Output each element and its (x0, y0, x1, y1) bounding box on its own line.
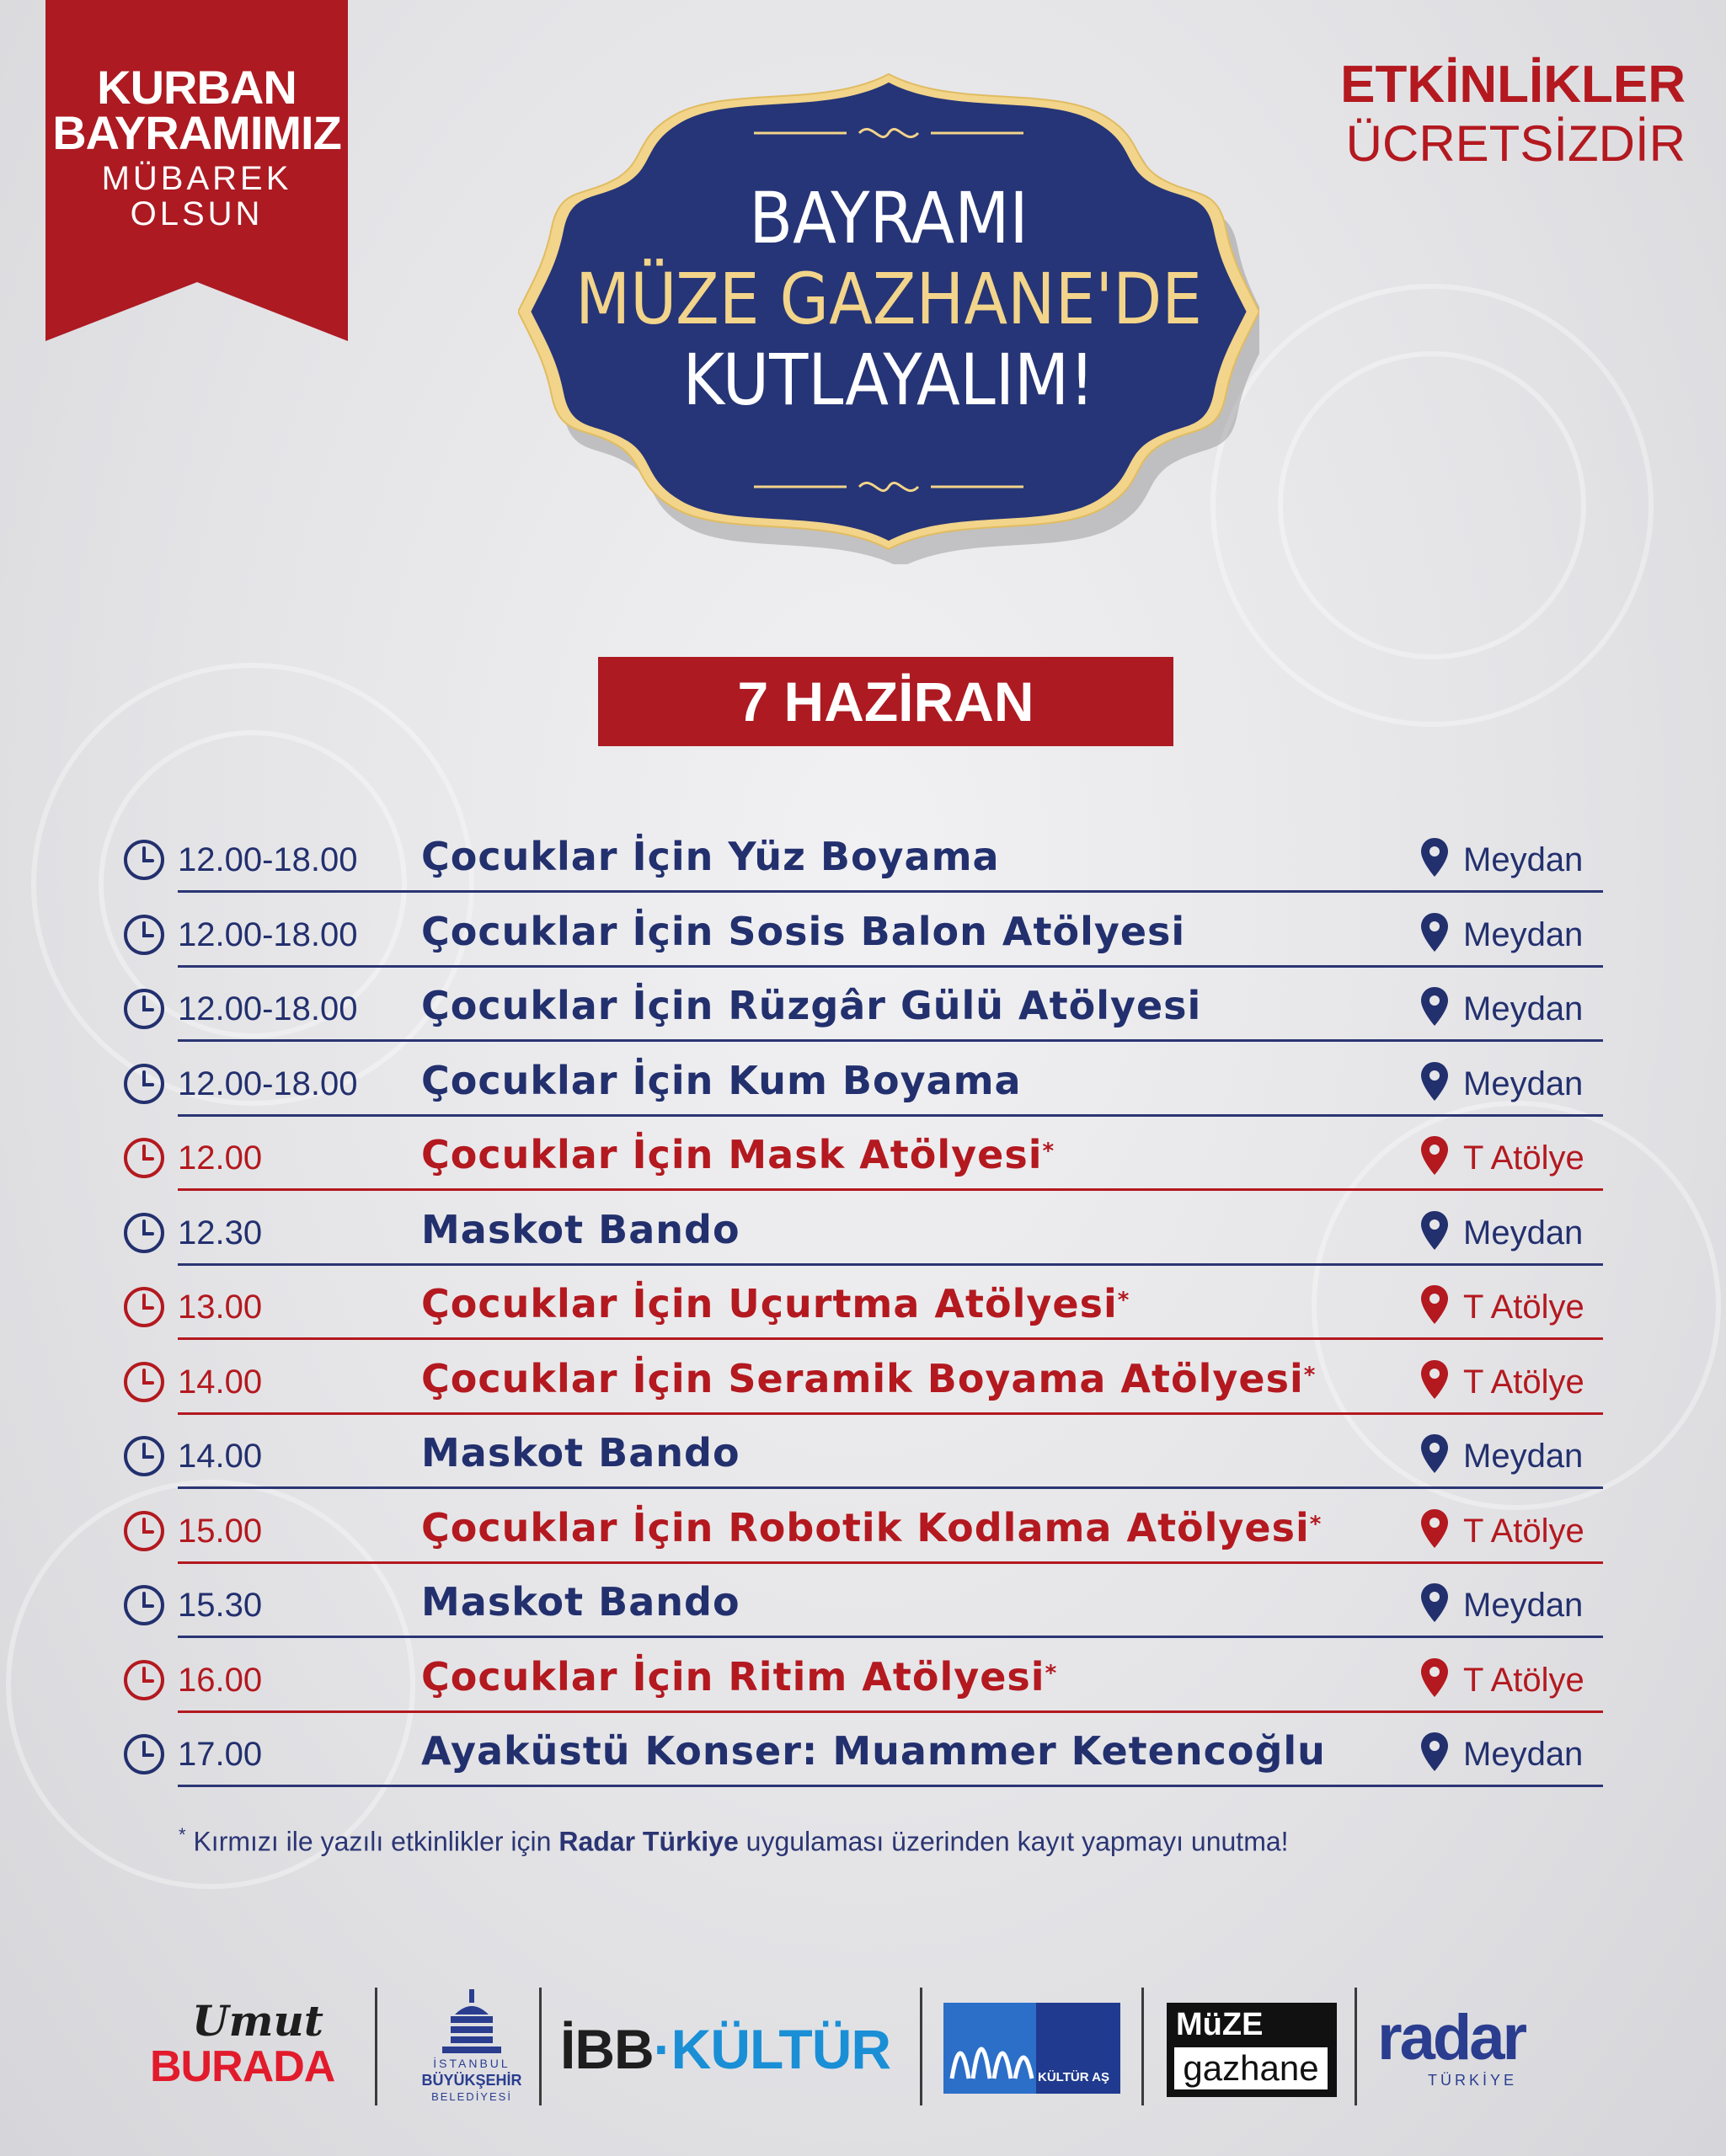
event-location: T Atölye (1463, 1139, 1584, 1177)
muze-gazhane-logo (1167, 2003, 1337, 2097)
event-title-text: Maskot Bando (421, 1579, 740, 1625)
ibb-kultur-b: ·KÜLTÜR (653, 2018, 891, 2080)
event-title-text: Çocuklar İçin Uçurtma Atölyesi (421, 1281, 1118, 1326)
event-location: T Atölye (1463, 1289, 1584, 1326)
kultur-as-text: KÜLTÜR AŞ (1038, 2070, 1109, 2084)
event-title (421, 1204, 740, 1255)
event-title-text: Çocuklar İçin Seramik Boyama Atölyesi (421, 1355, 1304, 1401)
clock-icon (122, 1658, 166, 1702)
event-title (421, 1129, 1055, 1180)
event-title (421, 980, 1201, 1031)
event-title (421, 906, 1185, 957)
umut-text: Umut (192, 1996, 323, 2046)
event-title-text: Çocuklar İçin Rüzgâr Gülü Atölyesi (421, 983, 1202, 1028)
clock-icon (122, 1509, 166, 1553)
footnote-after: uygulaması üzerinden kayıt yapmayı unutma! (738, 1826, 1289, 1857)
sponsor-logos (0, 1979, 1726, 2105)
radar-turkiye-text: TÜRKİYE (1428, 2072, 1518, 2089)
event-location: T Atölye (1463, 1363, 1584, 1401)
gazhane-text: gazhane (1174, 2047, 1328, 2089)
map-pin-icon (1419, 985, 1450, 1027)
kultur-as-emblem-icon (943, 2003, 1036, 2094)
event-row (122, 1204, 1603, 1278)
event-time: 14.00 (178, 1363, 263, 1401)
event-location: Meydan (1463, 841, 1584, 878)
row-divider (178, 1486, 1603, 1489)
event-time: 12.00-18.00 (178, 1065, 358, 1102)
event-location: Meydan (1463, 1438, 1584, 1475)
clock-icon (122, 987, 166, 1031)
title-badge (518, 59, 1259, 564)
event-time: 12.30 (178, 1214, 263, 1251)
logo-divider (375, 1988, 377, 2105)
row-divider (178, 1412, 1603, 1415)
event-row (122, 1428, 1603, 1502)
badge-line-3: KUTLAYALIM! (682, 339, 1095, 421)
row-divider (178, 965, 1603, 968)
event-title-text: Çocuklar İçin Yüz Boyama (421, 834, 1000, 879)
radar-turkiye-logo (1377, 2004, 1579, 2097)
row-divider (178, 1039, 1603, 1042)
ribbon-line-2: BAYRAMIMIZ (52, 106, 341, 159)
row-divider (178, 1561, 1603, 1564)
event-title-text: Maskot Bando (421, 1430, 740, 1476)
map-pin-icon (1419, 836, 1450, 878)
event-title-text: Çocuklar İçin Robotik Kodlama Atölyesi (421, 1504, 1310, 1550)
event-time: 12.00-18.00 (178, 841, 358, 878)
radar-text: radar (1377, 2002, 1526, 2073)
event-row (122, 906, 1603, 980)
ibb-line-3: BELEDİYESİ (431, 2090, 512, 2103)
event-title (421, 1726, 1326, 1776)
event-row (122, 831, 1603, 905)
clock-icon (122, 1285, 166, 1329)
map-pin-icon (1419, 1433, 1450, 1475)
event-title-text: Çocuklar İçin Kum Boyama (421, 1057, 1022, 1103)
clock-icon (122, 1062, 166, 1106)
row-divider (178, 1263, 1603, 1266)
event-location: Meydan (1463, 1214, 1584, 1251)
map-pin-icon (1419, 1508, 1450, 1550)
event-title-text: Çocuklar İçin Ritim Atölyesi (421, 1653, 1045, 1700)
event-row (122, 1502, 1603, 1577)
event-time: 15.30 (178, 1587, 263, 1624)
event-asterisk: * (1117, 1288, 1130, 1313)
event-location: T Atölye (1463, 1512, 1584, 1550)
free-events-notice (1340, 56, 1686, 173)
event-row (122, 1129, 1603, 1203)
event-title (421, 831, 1000, 882)
event-row (122, 1353, 1603, 1428)
ribbon-line-3: MÜBAREK (101, 160, 292, 197)
event-row (122, 980, 1603, 1054)
row-divider (178, 1710, 1603, 1713)
clock-icon (122, 1136, 166, 1180)
event-title (421, 1577, 740, 1627)
kultur-as-logo (943, 2003, 1120, 2094)
ibb-line-1: İSTANBUL (433, 2057, 510, 2070)
row-divider (178, 1188, 1603, 1191)
ribbon-line-4: OLSUN (130, 195, 264, 232)
event-location: Meydan (1463, 915, 1584, 953)
event-row (122, 1652, 1603, 1726)
registration-footnote (179, 1824, 1289, 1858)
event-row (122, 1577, 1603, 1651)
ibb-line-2: BÜYÜKŞEHİR (421, 2072, 522, 2089)
map-pin-icon (1419, 1582, 1450, 1624)
event-location: Meydan (1463, 990, 1584, 1027)
clock-icon (122, 913, 166, 957)
event-location: Meydan (1463, 1065, 1584, 1102)
event-row (122, 1726, 1603, 1800)
umut-burada-logo (150, 1996, 361, 2089)
footnote-before: Kırmızı ile yazılı etkinlikler için (185, 1826, 559, 1857)
map-pin-icon (1419, 1657, 1450, 1699)
event-time: 12.00-18.00 (178, 915, 358, 953)
event-title (421, 1428, 740, 1478)
footnote-app-name: Radar Türkiye (558, 1826, 739, 1857)
burada-text: BURADA (150, 2042, 335, 2091)
ibb-emblem-icon (409, 1989, 535, 2057)
event-location: Meydan (1463, 1587, 1584, 1624)
event-title (421, 1278, 1130, 1329)
date-banner: 7 HAZİRAN (598, 657, 1173, 746)
map-pin-icon (1419, 1060, 1450, 1102)
event-title-text: Çocuklar İçin Mask Atölyesi (421, 1132, 1043, 1177)
clock-icon (122, 1211, 166, 1255)
event-asterisk: * (1042, 1139, 1055, 1164)
ibb-kultur-a: İBB (560, 2018, 654, 2080)
map-pin-icon (1419, 1358, 1450, 1401)
map-pin-icon (1419, 1283, 1450, 1326)
map-pin-icon (1419, 1731, 1450, 1773)
event-title-text: Ayaküstü Konser: Muammer Ketencoğlu (421, 1728, 1326, 1774)
free-line-1: ETKİNLİKLER (1340, 56, 1686, 114)
map-pin-icon (1419, 1209, 1450, 1251)
map-pin-icon (1419, 911, 1450, 953)
badge-line-1: BAYRAMI (749, 177, 1029, 259)
row-divider (178, 1636, 1603, 1638)
event-time: 14.00 (178, 1438, 263, 1475)
event-asterisk: * (1045, 1660, 1058, 1686)
ibb-kultur-logo (560, 2017, 914, 2084)
free-line-2: ÜCRETSİZDİR (1345, 115, 1686, 172)
event-location: T Atölye (1463, 1661, 1584, 1699)
event-row (122, 1055, 1603, 1129)
event-time: 15.00 (178, 1512, 263, 1550)
logo-divider (1355, 1988, 1357, 2105)
row-divider (178, 890, 1603, 893)
clock-icon (122, 1360, 166, 1404)
event-title-text: Çocuklar İçin Sosis Balon Atölyesi (421, 908, 1186, 954)
muze-text: MüZE (1176, 2007, 1264, 2042)
footnote-asterisk: * (179, 1824, 186, 1845)
logo-divider (1141, 1988, 1144, 2105)
event-asterisk: * (1303, 1362, 1317, 1388)
event-time: 12.00 (178, 1139, 263, 1177)
event-asterisk: * (1309, 1511, 1323, 1537)
ibb-logo (409, 1989, 535, 2107)
logo-divider (920, 1988, 922, 2105)
clock-icon (122, 1434, 166, 1478)
event-title (421, 1502, 1322, 1553)
event-time: 13.00 (178, 1289, 263, 1326)
logo-divider (539, 1988, 542, 2105)
event-title (421, 1652, 1057, 1702)
badge-line-2: MÜZE GAZHANE'DE (574, 258, 1203, 340)
event-row (122, 1278, 1603, 1353)
event-time: 17.00 (178, 1736, 263, 1773)
row-divider (178, 1337, 1603, 1340)
greeting-ribbon (45, 0, 348, 341)
event-title (421, 1055, 1022, 1106)
row-divider (178, 1785, 1603, 1787)
clock-icon (122, 1732, 166, 1776)
event-title (421, 1353, 1316, 1404)
event-time: 16.00 (178, 1661, 263, 1699)
event-time: 12.00-18.00 (178, 990, 358, 1027)
ribbon-line-1: KURBAN (97, 61, 297, 114)
clock-icon (122, 838, 166, 882)
map-pin-icon (1419, 1134, 1450, 1177)
event-location: Meydan (1463, 1736, 1584, 1773)
clock-icon (122, 1583, 166, 1627)
row-divider (178, 1114, 1603, 1117)
event-title-text: Maskot Bando (421, 1206, 740, 1252)
